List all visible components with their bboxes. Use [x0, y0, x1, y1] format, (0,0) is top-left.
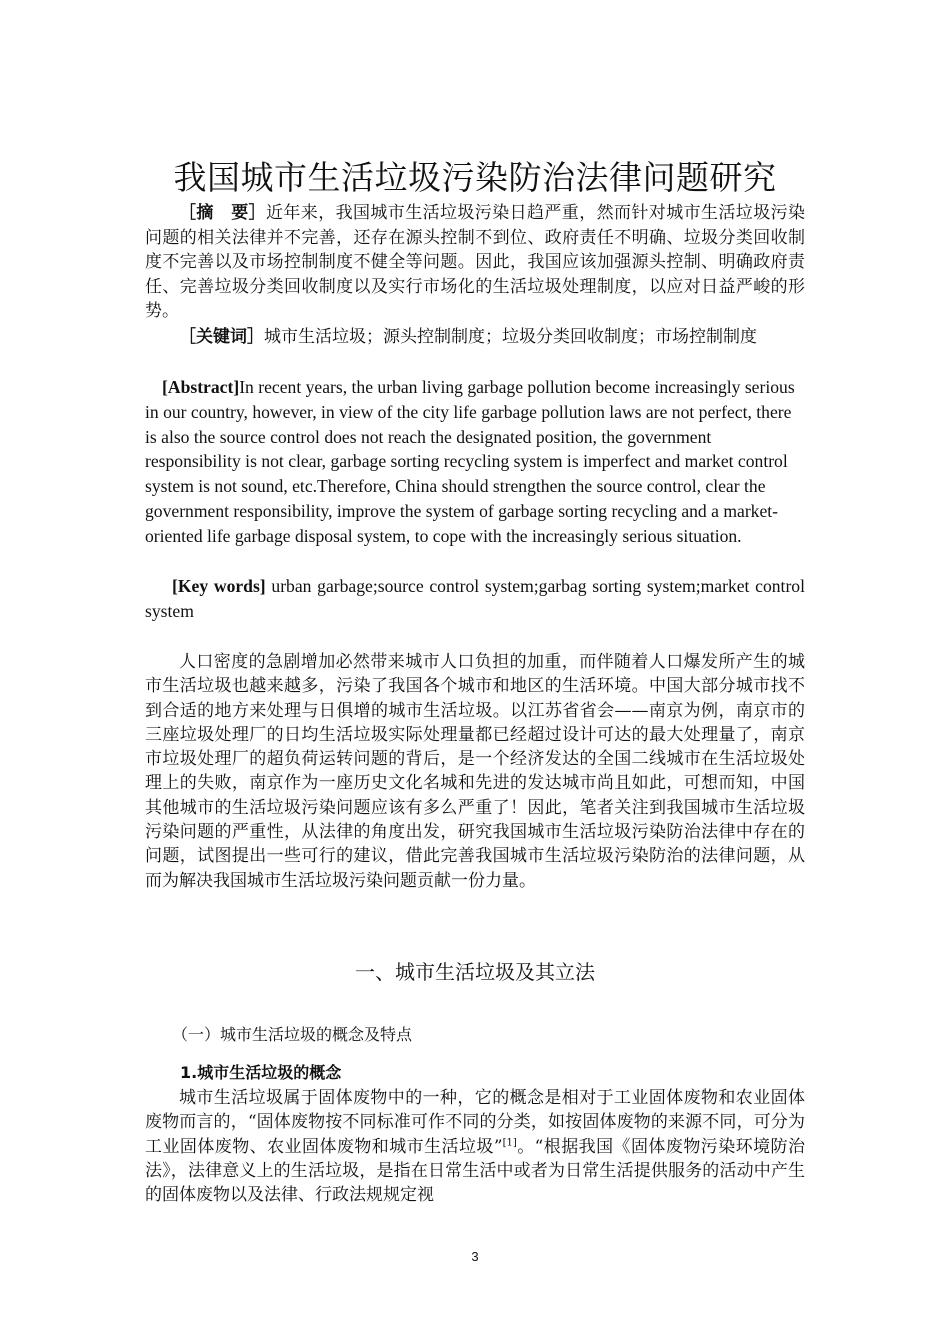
- abstract-text: 近年来，我国城市生活垃圾污染日趋严重，然而针对城市生活垃圾污染问题的相关法律并不完善，还存在源头控制不到位、政府责任不明确、垃圾分类回收制度不完善以及市场控制制度不健全等问题。因此，我国应该加强源头控制、明确政府责任、完善垃圾分类回收制度以及实行市场化的生活垃圾处理制度，以应对日益严峻的形势。: [145, 203, 805, 322]
- abstract-label: ［摘 要］: [179, 203, 266, 223]
- subsubsection-heading: 1.城市生活垃圾的概念: [180, 1063, 342, 1082]
- english-keywords: [145, 574, 805, 624]
- intro-paragraph: 人口密度的急剧增加必然带来城市人口负担的加重，而伴随着人口爆发所产生的城市生活垃圾也越来越多，污染了我国各个城市和地区的生活环境。中国大部分城市找不到合适的地方来处理与日俱增的城市生活垃圾。以江苏省省会——南京为例，南京市的三座垃圾处理厂的日均生活垃圾实际处理量都已经超过设计可达的最大处理量了，南京市垃圾处理厂的超负荷运转问题的背后，是一个经济发达的全国二线城市在生活垃圾处理上的失败，南京作为一座历史文化名城和先进的发达城市尚且如此，可想而知，中国其他城市的生活垃圾污染问题应该有多么严重了！因此，笔者关注到我国城市生活垃圾污染问题的严重性，从法律的角度出发，研究我国城市生活垃圾污染防治法律中存在的问题，试图提出一些可行的建议，借此完善我国城市生活垃圾污染防治的法律问题，从而为解决我国城市生活垃圾污染问题贡献一份力量。: [145, 652, 805, 891]
- abstract-en-text: In recent years, the urban living garbage pollution become increasingly serious in our country, however, in view of the city life garbage pollution laws are not perfect, there is also the source control does not reach the designated position, the government responsibility is not clear, garbage sorting recycling system is imperfect and market control system is not sound, etc.Therefore, China should strengthen the source control, clear the government responsibility, improve the system of garbage sorting recycling and a market-oriented life garbage disposal system, to cope with the increasingly serious situation.: [145, 377, 795, 546]
- page-title: 我国城市生活垃圾污染防治法律问题研究: [173, 158, 777, 197]
- keywords-label: ［关键词］: [179, 327, 264, 347]
- citation-marker[interactable]: [1]: [502, 1136, 517, 1148]
- english-abstract: [145, 375, 805, 549]
- body-text-part2: 。“根据我国《固体废物污染环境防治法》，法律意义上的生活垃圾，是指在日常生活中或者为日常生活提供服务的活动中产生的固体废物以及法律、行政法规规定视: [145, 1136, 805, 1206]
- subsection-heading: （一）城市生活垃圾的概念及特点: [172, 1025, 413, 1044]
- abstract-en-label: [Abstract]: [162, 377, 240, 397]
- keywords-en-text: urban garbage;source control system;garbag sorting system;market control system: [145, 576, 805, 621]
- chinese-keywords: [145, 325, 805, 350]
- body-text-part1: 城市生活垃圾属于固体废物中的一种，它的概念是相对于工业固体废物和农业固体废物而言的，“固体废物按不同标准可作不同的分类，如按固体废物的来源不同，可分为工业固体废物、农业固体废物和城市生活垃圾”: [145, 1088, 805, 1157]
- chinese-abstract: [145, 201, 805, 324]
- section-heading: 一、城市生活垃圾及其立法: [355, 960, 595, 984]
- section-body-paragraph: [145, 1086, 805, 1207]
- keywords-text: 城市生活垃圾；源头控制制度；垃圾分类回收制度；市场控制制度: [264, 327, 757, 347]
- keywords-en-label: [Key words]: [172, 576, 266, 596]
- page-number: 3: [471, 1249, 479, 1264]
